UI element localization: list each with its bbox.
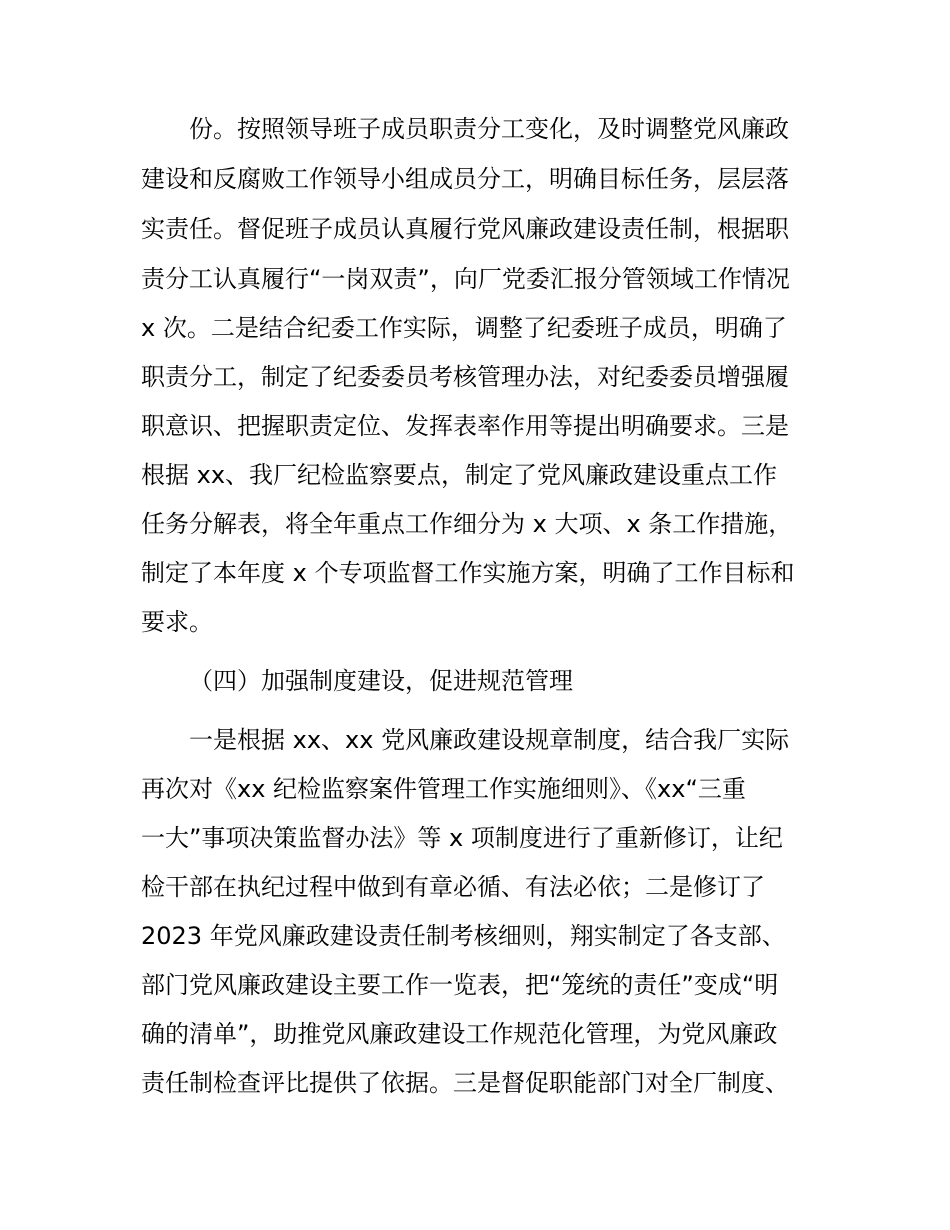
paragraph-2-line-8: 责任制检查评比提供了依据。三是督促职能部门对全厂制度、 (141, 1069, 789, 1097)
paragraph-2-line-6: 部门党风廉政建设主要工作一览表，把“笼统的责任”变成“明 (141, 971, 779, 999)
paragraph-1-line-4: 责分工认真履行“一岗双责”，向厂党委汇报分管领域工作情况 (141, 265, 790, 293)
paragraph-1-line-8: 根据 xx、我厂纪检监察要点，制定了党风廉政建设重点工作 (141, 461, 778, 489)
paragraph-2-line-4: 检干部在执纪过程中做到有章必循、有法必依；二是修订了 (141, 873, 765, 901)
section-heading: （四）加强制度建设，促进规范管理 (189, 667, 573, 695)
paragraph-1-line-11: 要求。 (141, 608, 213, 636)
paragraph-1-line-9: 任务分解表，将全年重点工作细分为 x 大项、x 条工作措施， (141, 510, 793, 538)
paragraph-2-line-7: 确的清单”，助推党风廉政建设工作规范化管理，为党风廉政 (141, 1020, 778, 1048)
paragraph-1-line-10: 制定了本年度 x 个专项监督工作实施方案，明确了工作目标和 (141, 559, 795, 587)
paragraph-1-line-2: 建设和反腐败工作领导小组成员分工，明确目标任务，层层落 (141, 165, 789, 193)
paragraph-1-line-7: 职意识、把握职责定位、发挥表率作用等提出明确要求。三是 (141, 412, 789, 440)
paragraph-2-line-2: 再次对《xx 纪检监察案件管理工作实施细则》、《xx“三重 (141, 775, 746, 803)
paragraph-2-line-5: 2023 年党风廉政建设责任制考核细则，翔实制定了各支部、 (141, 922, 786, 950)
paragraph-1-line-5: x 次。二是结合纪委工作实际，调整了纪委班子成员，明确了 (141, 314, 787, 342)
paragraph-1-line-3: 实责任。督促班子成员认真履行党风廉政建设责任制，根据职 (141, 215, 789, 243)
paragraph-1-line-6: 职责分工，制定了纪委委员考核管理办法，对纪委委员增强履 (141, 363, 789, 391)
paragraph-2-line-1: 一是根据 xx、xx 党风廉政建设规章制度，结合我厂实际 (189, 726, 790, 754)
paragraph-1-line-1: 份。按照领导班子成员职责分工变化，及时调整党风廉政 (189, 115, 789, 143)
paragraph-2-line-3: 一大”事项决策监督办法》等 x 项制度进行了重新修订，让纪 (141, 824, 783, 852)
